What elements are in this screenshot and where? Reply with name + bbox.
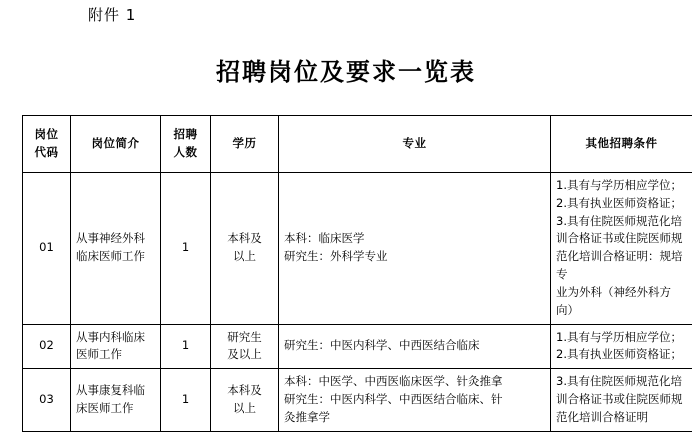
cell-other-line: 2.具有执业医师资格证； xyxy=(556,195,682,210)
table-header-row xyxy=(23,116,692,173)
table-header xyxy=(23,116,692,173)
cell-other-line: 2.具有执业医师资格证； xyxy=(556,347,682,362)
cell-major-line: 本科：中医学、中西医临床医学、针灸推拿 xyxy=(284,374,503,389)
cell-education-line2: 以上 xyxy=(233,249,256,264)
cell-major xyxy=(279,324,551,369)
table-row xyxy=(23,173,692,325)
table-row xyxy=(23,324,692,369)
column-header-major: 专业 xyxy=(279,116,551,173)
cell-other-conditions xyxy=(551,324,692,369)
cell-code: 02 xyxy=(23,324,71,369)
cell-education xyxy=(211,173,279,325)
cell-other-line: 1.具有与学历相应学位； xyxy=(556,329,682,344)
cell-major-line: 研究生：中医内科学、中西医结合临床、针 xyxy=(284,391,503,406)
column-header-code xyxy=(23,116,71,173)
cell-other-line: 范化培训合格证明：规培专 xyxy=(556,249,683,282)
column-header-education: 学历 xyxy=(211,116,279,173)
column-header-other: 其他招聘条件 xyxy=(551,116,692,173)
cell-education xyxy=(211,369,279,431)
cell-education xyxy=(211,324,279,369)
column-header-number-line1: 招聘 xyxy=(173,127,198,142)
cell-major xyxy=(279,369,551,431)
column-header-intro: 岗位简介 xyxy=(71,116,161,173)
cell-other-line: 训合格证书或住院医师规 xyxy=(556,231,683,246)
cell-other-line: 训合格证书或住院医师规 xyxy=(556,391,683,406)
cell-other-line: 3.具有住院医师规范化培 xyxy=(556,213,682,228)
cell-number: 1 xyxy=(161,173,211,325)
cell-major-line: 研究生：外科学专业 xyxy=(284,249,388,264)
cell-code: 03 xyxy=(23,369,71,431)
page-title: 招聘岗位及要求一览表 xyxy=(216,57,476,86)
cell-education-line1: 本科及 xyxy=(227,383,262,398)
cell-education-line2: 以上 xyxy=(233,400,256,415)
cell-major xyxy=(279,173,551,325)
cell-education-line1: 本科及 xyxy=(227,231,262,246)
cell-other-line: 1.具有与学历相应学位； xyxy=(556,178,682,192)
cell-intro: 从事内科临床医师工作 xyxy=(71,324,161,369)
cell-education-line1: 研究生 xyxy=(227,329,262,344)
table-body xyxy=(23,173,692,432)
recruitment-table xyxy=(22,115,692,432)
cell-other-conditions xyxy=(551,173,692,325)
cell-code: 01 xyxy=(23,173,71,325)
cell-intro: 从事神经外科临床医师工作 xyxy=(71,173,161,325)
cell-major-line: 灸推拿学 xyxy=(284,409,330,424)
cell-education-line2: 及以上 xyxy=(227,347,262,362)
attachment-label: 附件 1 xyxy=(88,6,137,24)
cell-major-line: 本科：临床医学 xyxy=(284,231,365,246)
cell-number: 1 xyxy=(161,324,211,369)
cell-other-line: 3.具有住院医师规范化培 xyxy=(556,374,682,389)
cell-intro: 从事康复科临床医师工作 xyxy=(71,369,161,431)
cell-other-conditions xyxy=(551,369,692,431)
cell-number: 1 xyxy=(161,369,211,431)
column-header-number-line2: 人数 xyxy=(173,145,198,159)
column-header-number xyxy=(161,116,211,173)
cell-other-line: 范化培训合格证明 xyxy=(556,409,648,424)
cell-other-line: 业为外科（神经外科方向） xyxy=(556,284,671,317)
column-header-code-line1: 岗位 xyxy=(34,127,59,142)
column-header-code-line2: 代码 xyxy=(34,145,59,159)
table-row xyxy=(23,369,692,431)
cell-major-line: 研究生：中医内科学、中西医结合临床 xyxy=(284,338,480,353)
